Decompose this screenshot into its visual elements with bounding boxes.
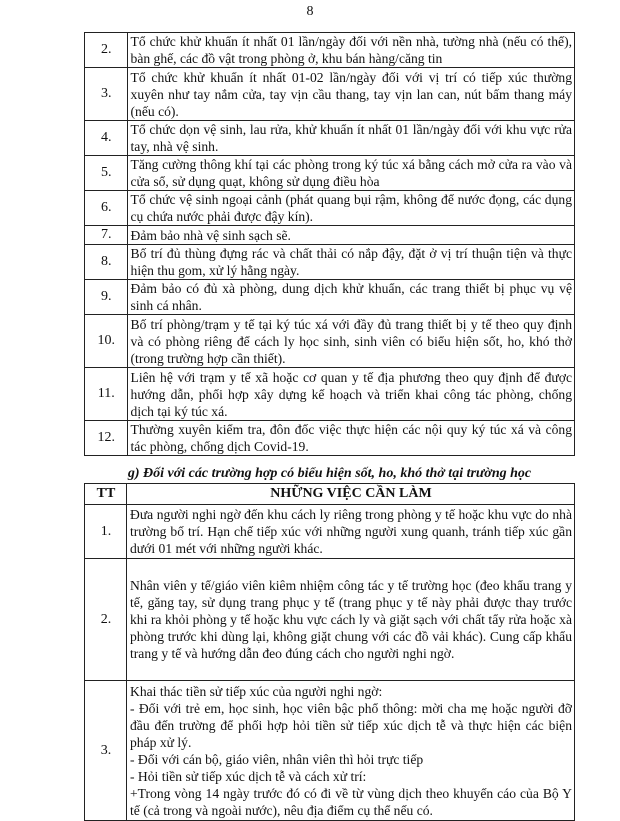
table-row bbox=[85, 505, 575, 559]
ktx-measures-body bbox=[85, 33, 575, 456]
symptom-response-header bbox=[85, 484, 575, 505]
table-row bbox=[85, 68, 575, 121]
row-line: Nhân viên y tế/giáo viên kiêm nhiệm công tác y tế trường học (đeo khẩu trang y tế, găng tay, sử dụng trang phục y tế (trang phục y tế này phải được thay trước khi ra khỏi phòng y tế hoặc khu vực cách ly và giặt sạch với chất tẩy rửa hoặc xà phòng trước khi dùng lại, không giặt chung với các đồ vải khác). Cung cấp khẩu trang y tế và hướng dẫn đeo đúng cách cho người nghi ngờ. bbox=[130, 578, 572, 661]
row-line: Đưa người nghi ngờ đến khu cách ly riêng trong phòng y tế hoặc khu vực do nhà trường bố trí. Hạn chế tiếp xúc với những người xung quanh, tránh tiếp xúc gần dưới 01 mét với những người khác. bbox=[130, 507, 572, 556]
row-text bbox=[127, 681, 575, 821]
row-number: 6. bbox=[85, 191, 128, 226]
symptom-response-table bbox=[84, 483, 575, 821]
row-number: 9. bbox=[85, 280, 128, 315]
symptom-response-body bbox=[85, 505, 575, 821]
row-text: Tăng cường thông khí tại các phòng trong ký túc xá bằng cách mở cửa ra vào và cửa sổ, sử dụng quạt, không sử dụng điều hòa bbox=[127, 156, 574, 191]
page-number: 8 bbox=[306, 4, 314, 19]
row-number: 4. bbox=[85, 121, 128, 156]
row-line: - Đối với cán bộ, giáo viên, nhân viên thì hỏi trực tiếp bbox=[130, 751, 424, 767]
row-text: Bố trí đủ thùng đựng rác và chất thải có nắp đậy, đặt ở vị trí thuận tiện và thực hiện thu gom, xử lý hằng ngày. bbox=[127, 245, 574, 280]
row-text: Liên hệ với trạm y tế xã hoặc cơ quan y tế địa phương theo quy định để được hướng dẫn, phối hợp xây dựng kế hoạch và triển khai công tác phòng, chống dịch tại ký túc xá. bbox=[127, 368, 574, 421]
table-row bbox=[85, 315, 575, 368]
table-row bbox=[85, 191, 575, 226]
table-row bbox=[85, 368, 575, 421]
row-text: Tổ chức khử khuẩn ít nhất 01-02 lần/ngày đối với vị trí có tiếp xúc thường xuyên như tay nắm cửa, tay vịn cầu thang, tay vịn lan can, nút bấm thang máy (nếu có). bbox=[127, 68, 574, 121]
table-row bbox=[85, 156, 575, 191]
row-number: 7. bbox=[85, 226, 128, 245]
row-number: 3. bbox=[85, 68, 128, 121]
table-row bbox=[85, 280, 575, 315]
table-row bbox=[85, 559, 575, 681]
table-row bbox=[85, 226, 575, 245]
table-row bbox=[85, 33, 575, 68]
row-line: - Đối với trẻ em, học sinh, học viên bậc phổ thông: mời cha mẹ hoặc người đỡ đầu đến trường để phối hợp hỏi tiền sử tiếp xúc dịch tễ và thực hiện các biện pháp xử lý. bbox=[130, 700, 572, 750]
row-text: Đảm bảo có đủ xà phòng, dung dịch khử khuẩn, các trang thiết bị phục vụ vệ sinh cá nhân. bbox=[127, 280, 574, 315]
row-text bbox=[127, 505, 575, 559]
row-text: Đảm bảo nhà vệ sinh sạch sẽ. bbox=[127, 226, 574, 245]
row-text: Thường xuyên kiểm tra, đôn đốc việc thực hiện các nội quy ký túc xá và công tác phòng, chống dịch Covid-19. bbox=[127, 421, 574, 456]
section-g-title: g) Đối với các trường hợp có biểu hiện sốt, ho, khó thở tại trường học bbox=[127, 466, 532, 481]
row-number: 2. bbox=[85, 33, 128, 68]
ktx-measures-table bbox=[84, 32, 575, 456]
row-text: Tổ chức khử khuẩn ít nhất 01 lần/ngày đối với nền nhà, tường nhà (nếu có thể), bàn ghế, các đồ vật trong phòng ở, khu bán hàng/căng tin bbox=[127, 33, 574, 68]
row-text: Tổ chức vệ sinh ngoại cảnh (phát quang bụi rậm, không để nước đọng, các dụng cụ chứa nước phải được đậy kín). bbox=[127, 191, 574, 226]
header-tasks: NHỮNG VIỆC CẦN LÀM bbox=[127, 484, 575, 505]
row-number: 5. bbox=[85, 156, 128, 191]
header-row bbox=[85, 484, 575, 505]
row-number: 11. bbox=[85, 368, 128, 421]
row-number: 8. bbox=[85, 245, 128, 280]
row-text: Bố trí phòng/trạm y tế tại ký túc xá với đầy đủ trang thiết bị y tế theo quy định và có phòng riêng để cách ly học sinh, sinh viên có biểu hiện sốt, ho, khó thở (trong trường hợp cần thiết). bbox=[127, 315, 574, 368]
row-text: Tổ chức dọn vệ sinh, lau rửa, khử khuẩn ít nhất 01 lần/ngày đối với khu vực rửa tay, nhà vệ sinh. bbox=[127, 121, 574, 156]
row-number: 2. bbox=[85, 559, 127, 681]
row-number: 3. bbox=[85, 681, 127, 821]
row-line: +Trong vòng 14 ngày trước đó có đi về từ vùng dịch theo khuyến cáo của Bộ Y tế (cả trong và ngoài nước), nêu địa điểm cụ thể nếu có. bbox=[130, 785, 572, 818]
row-number: 10. bbox=[85, 315, 128, 368]
row-text bbox=[127, 559, 575, 681]
table-row bbox=[85, 245, 575, 280]
row-line: Khai thác tiền sử tiếp xúc của người nghi ngờ: bbox=[130, 683, 383, 699]
table-row bbox=[85, 421, 575, 456]
row-number: 1. bbox=[85, 505, 127, 559]
row-line: - Hỏi tiền sử tiếp xúc dịch tễ và cách xử trí: bbox=[130, 768, 367, 784]
header-tt: TT bbox=[85, 484, 127, 505]
table-row bbox=[85, 681, 575, 821]
row-number: 12. bbox=[85, 421, 128, 456]
table-row bbox=[85, 121, 575, 156]
